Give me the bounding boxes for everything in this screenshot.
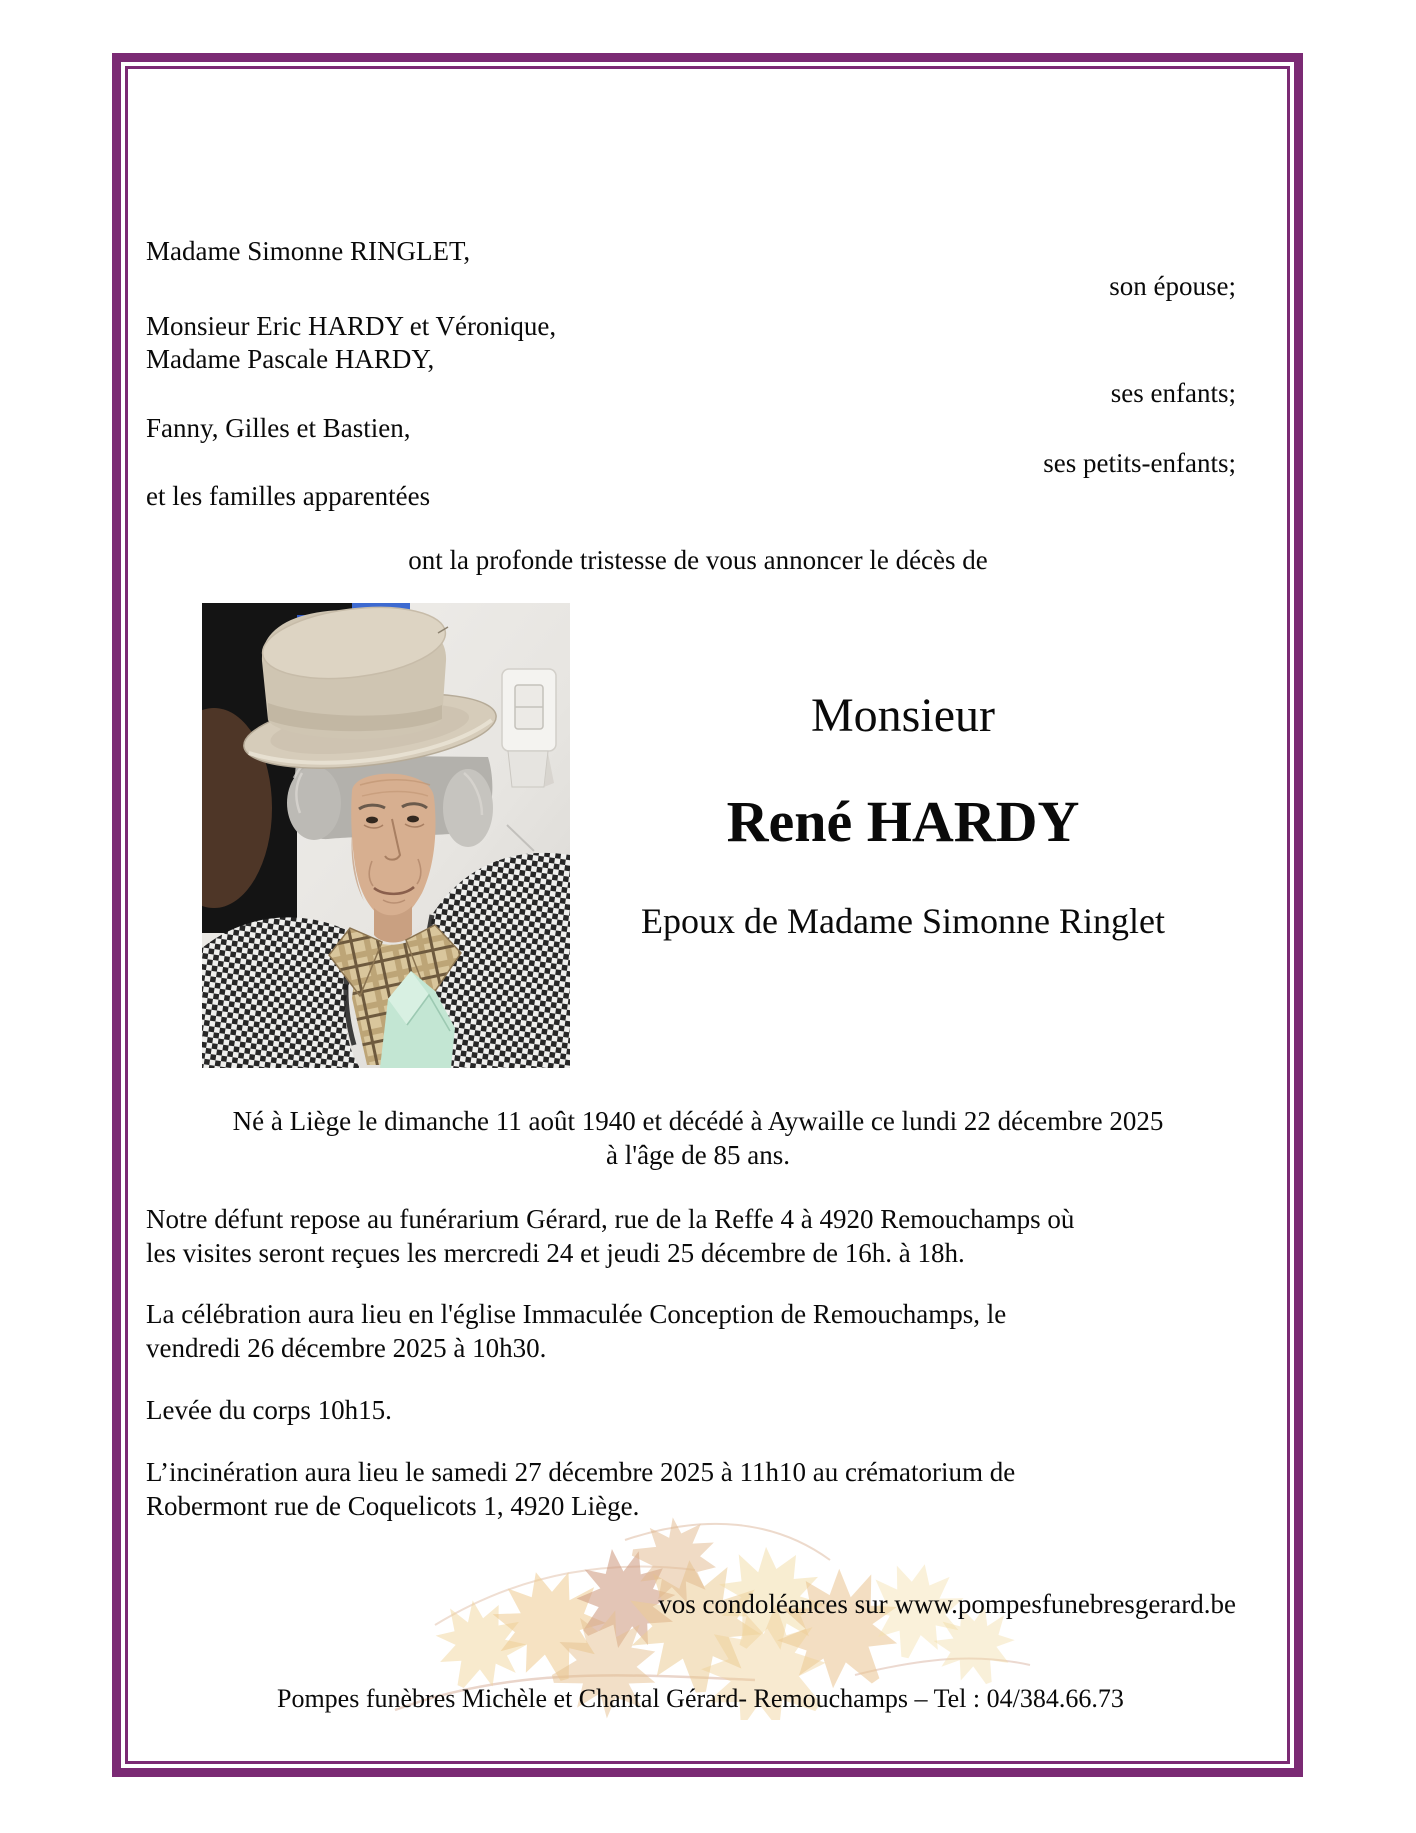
- funeral-home-line: Pompes funèbres Michèle et Chantal Gérard- Remouchamps – Tel : 04/384.66.73: [277, 1684, 1124, 1713]
- incineration-paragraph: [146, 1455, 1250, 1523]
- grandchildren-role-line: ses petits-enfants;: [1043, 448, 1236, 478]
- announcement-line: ont la profonde tristesse de vous annoncer le décès de: [408, 545, 988, 575]
- celebration-line2: vendredi 26 décembre 2025 à 10h30.: [146, 1333, 547, 1363]
- condolences-line: vos condoléances sur www.pompesfunebresgerard.be: [658, 1589, 1236, 1619]
- deceased-title: Monsieur: [811, 689, 995, 742]
- grandchildren-line: Fanny, Gilles et Bastien,: [146, 413, 411, 443]
- incineration-line2: Robermont rue de Coquelicots 1, 4920 Liège.: [146, 1491, 640, 1521]
- deceased-name: René HARDY: [726, 789, 1080, 854]
- light-switch: [502, 669, 556, 787]
- children-role-line: ses enfants;: [1110, 378, 1236, 408]
- incineration-line1: L’incinération aura lieu le samedi 27 décembre 2025 à 11h10 au crématorium de: [146, 1457, 1016, 1487]
- wife-role-line: son épouse;: [1109, 271, 1236, 301]
- families-line: et les familles apparentées: [146, 481, 431, 511]
- portrait-photo: [202, 603, 570, 1068]
- levee-paragraph: Levée du corps 10h15.: [146, 1395, 392, 1425]
- birth-death-line1: Né à Liège le dimanche 11 août 1940 et décédé à Aywaille ce lundi 22 décembre 2025: [232, 1106, 1164, 1136]
- birth-death-line2: à l'âge de 85 ans.: [605, 1140, 791, 1170]
- son-line: Monsieur Eric HARDY et Véronique,: [146, 311, 557, 341]
- repose-line1: Notre défunt repose au funérarium Gérard, rue de la Reffe 4 à 4920 Remouchamps où: [146, 1204, 1075, 1234]
- deceased-spouse-line: Epoux de Madame Simonne Ringlet: [641, 901, 1165, 941]
- repose-paragraph: [146, 1202, 1250, 1270]
- repose-line2: les visites seront reçues les mercredi 24 et jeudi 25 décembre de 16h. à 18h.: [146, 1238, 965, 1268]
- wife-line: Madame Simonne RINGLET,: [146, 236, 471, 266]
- celebration-line1: La célébration aura lieu en l'église Immaculée Conception de Remouchamps, le: [146, 1299, 1007, 1329]
- birth-death-paragraph: [146, 1104, 1250, 1172]
- celebration-paragraph: [146, 1297, 1250, 1365]
- daughter-line: Madame Pascale HARDY,: [146, 344, 435, 374]
